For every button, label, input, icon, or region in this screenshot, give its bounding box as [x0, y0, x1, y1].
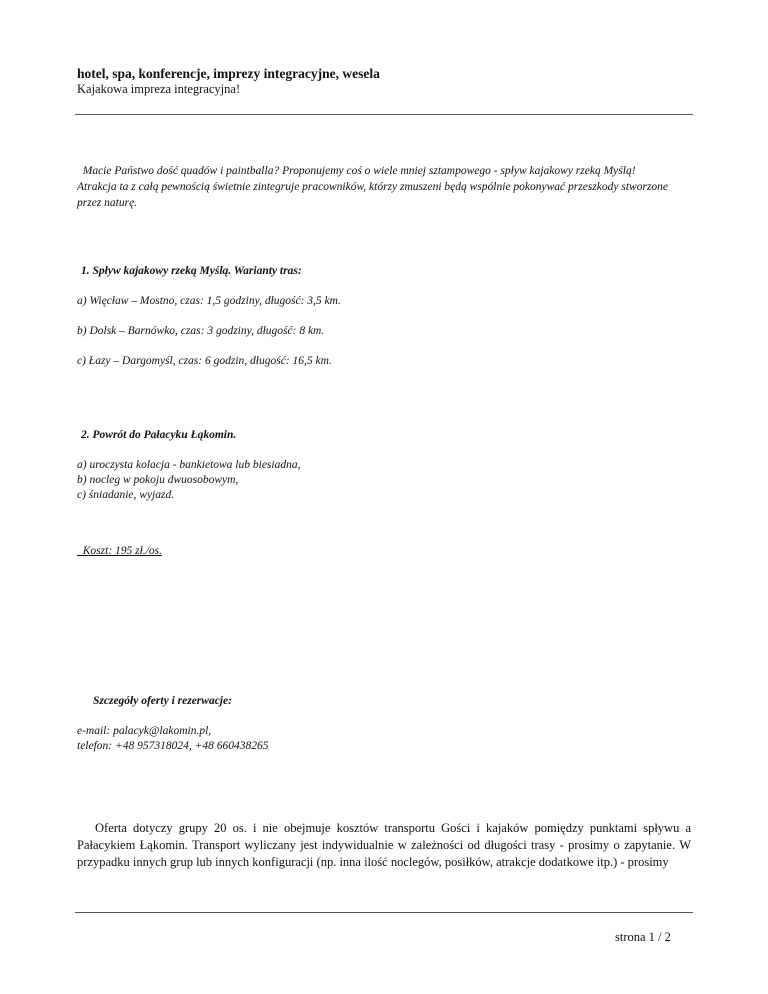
route-option-c: c) Łazy – Dargomyśl, czas: 6 godzin, długość: 16,5 km. — [77, 355, 332, 367]
return-item-b: b) nocleg w pokoju dwuosobowym, — [77, 474, 239, 486]
intro-paragraph: Macie Państwo dość quadów i paintballa? Proponujemy coś o wiele mniej sztampowego - spływ kajakowy rzeką Myślą! Atrakcja ta z całą pewnością świetnie zintegruje pracowników, którzy zmuszeni będą wspólnie pokonywać przeszkody stworzone przez naturę. — [77, 165, 671, 209]
footer-paragraph — [77, 820, 691, 871]
route-option-a: a) Więcław – Mostno, czas: 1,5 godziny, długość: 3,5 km. — [77, 295, 341, 307]
contact-phone: telefon: +48 957318024, +48 660438265 — [77, 740, 269, 752]
page-number: strona 1 / 2 — [615, 930, 671, 944]
document-subtitle: Kajakowa impreza integracyjna! — [77, 82, 241, 96]
return-item-c: c) śniadanie, wyjazd. — [77, 489, 175, 501]
return-item-a: a) uroczysta kolacja - bankietowa lub biesiadna, — [77, 459, 301, 471]
header-divider — [75, 114, 693, 115]
section1-heading: 1. Spływ kajakowy rzeką Myślą. Warianty tras: — [81, 265, 302, 277]
footer-divider — [75, 912, 693, 913]
contact-heading: Szczegóły oferty i rezerwacje: — [93, 695, 232, 707]
document-title: hotel, spa, konferencje, imprezy integracyjne, wesela — [77, 66, 380, 81]
footer-text: Oferta dotyczy grupy 20 os. i nie obejmuje kosztów transportu Gości i kajaków pomiędzy punktami spływu a Pałacykiem Łąkomin. Transport wyliczany jest indywidualnie w zależności od długości trasy - prosimy o zapytanie. W przypadku innych grup lub innych konfiguracji (np. inna ilość noclegów, posiłków, atrakcje dodatkowe itp.) - prosimy — [77, 821, 691, 869]
cost-label: Koszt: 195 zł./os. — [77, 545, 162, 557]
section2-list — [77, 458, 300, 503]
section2-heading: 2. Powrót do Pałacyku Łąkomin. — [81, 429, 237, 441]
route-option-b: b) Dolsk – Barnówko, czas: 3 godziny, długość: 8 km. — [77, 325, 325, 337]
contact-details — [77, 724, 269, 754]
contact-email: e-mail: palacyk@lakomin.pl, — [77, 725, 212, 737]
